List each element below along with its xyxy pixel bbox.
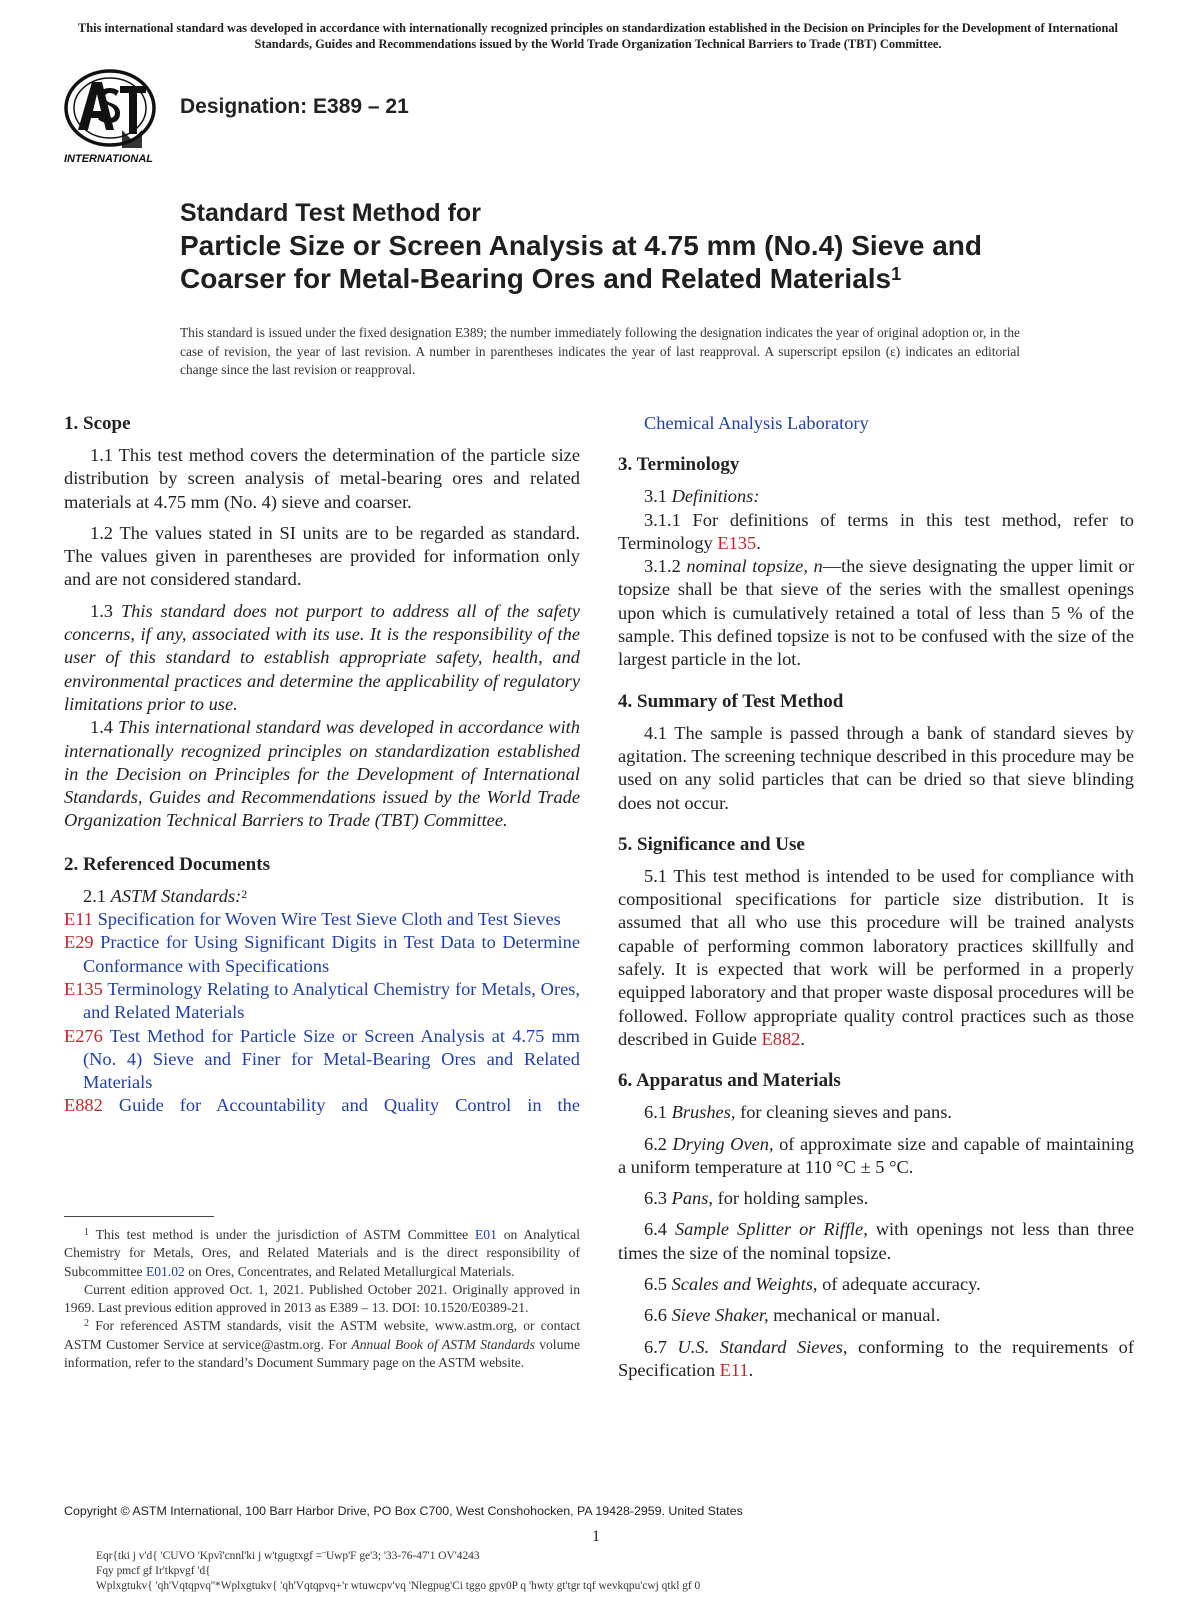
astm-logo bbox=[62, 68, 172, 166]
paragraph-3-1-1-text: 3.1.1 For definitions of terms in this test method, refer to Terminology bbox=[618, 509, 1134, 553]
reference-title[interactable]: Test Method for Particle Size or Screen Analysis at 4.75 mm (No. 4) Sieve and Finer for Metal-Bearing Ores and Related Materials bbox=[83, 1025, 580, 1093]
guide-link-e882[interactable]: E882 bbox=[761, 1028, 801, 1049]
section-heading-summary: 4. Summary of Test Method bbox=[618, 690, 844, 712]
reference-link-e135[interactable]: E135 bbox=[64, 978, 103, 999]
paragraph-2-1-number: 2.1 bbox=[83, 885, 106, 906]
paragraph-5-1: 5.1 This test method is intended to be used for compliance with compositional specifications for particle size distribution. It is assumed that all who use this procedure will be trained analysts capable of performing common laboratory practices skillfully and safely. It is expected that work will be performed in a properly equipped laboratory and that proper waste disposal procedures will be followed. Follow appropriate quality control practices such as those described in Guide E882. bbox=[618, 865, 1134, 1049]
paragraph-3-1-number: 3.1 bbox=[644, 486, 667, 507]
section-heading-terminology: 3. Terminology bbox=[618, 454, 740, 476]
watermark-line: Fqy pmcf gf Ir'tkpvgf 'd{ bbox=[96, 1565, 211, 1577]
footnote-2-mark: 2 bbox=[84, 1318, 89, 1330]
item-text: of approximate size and capable of maintaining a uniform temperature at 110 °C ± 5 °C. bbox=[618, 1133, 1134, 1177]
apparatus-item-6-4 bbox=[618, 1218, 1134, 1265]
section-heading-apparatus: 6. Apparatus and Materials bbox=[618, 1070, 841, 1092]
right-column bbox=[618, 412, 1134, 1382]
title-footnote-mark: 1 bbox=[891, 264, 902, 284]
section-heading-significance: 5. Significance and Use bbox=[618, 833, 805, 855]
paragraph-2-1 bbox=[64, 885, 580, 908]
apparatus-item-6-6 bbox=[618, 1304, 1134, 1327]
paragraph-1-1: 1.1 This test method covers the determination of the particle size distribution by screen analysis of metal-bearing ores and related materials at 4.75 mm (No. 4) sieve and coarser. bbox=[64, 445, 580, 512]
item-text: with openings not less than three times the size of the nominal topsize. bbox=[618, 1219, 1134, 1263]
item-term: Brushes, bbox=[671, 1102, 736, 1123]
terminology-link-e135[interactable]: E135 bbox=[717, 532, 757, 553]
item-term: Sample Splitter or Riffle, bbox=[674, 1219, 868, 1240]
paragraph-3-1-2-text: —the sieve designating the upper limit or topsize shall be that sieve of the series with the smallest openings upon which is cumulatively retained a total of less than 5 % of the sample. This defined topsize is not to be confused with the size of the largest particle in the lot. bbox=[618, 556, 1135, 670]
reference-item bbox=[64, 931, 580, 978]
footnote-2 bbox=[64, 1317, 580, 1372]
title-line-3: Coarser for Metal-Bearing Ores and Related Materials bbox=[180, 263, 892, 294]
watermark-line: Eqr{tki j v'd{ 'CUVO 'Kpvĩ'cnnl'ki j w'tgugtxgf =¨Uwp'F ge'3; '33-76-47'1 OV'4243 bbox=[96, 1550, 480, 1562]
left-column bbox=[64, 412, 580, 1118]
paragraph-2-1-text: ASTM Standards: bbox=[110, 885, 242, 906]
title-line-2: Particle Size or Screen Analysis at 4.75 mm (No.4) Sieve and bbox=[180, 230, 982, 261]
paragraph-1-2: 1.2 The values stated in SI units are to be regarded as standard. The values given in parentheses are provided for information only and are not considered standard. bbox=[64, 522, 580, 590]
item-number: 6.5 bbox=[644, 1274, 667, 1295]
footnote-2-text-b: volume information, refer to the standard’s Document Summary page on the ASTM website. bbox=[64, 1336, 580, 1371]
footnote-ref-2: 2 bbox=[241, 886, 248, 901]
item-term: U.S. Standard Sieves, bbox=[677, 1336, 848, 1357]
subcommittee-link-e01-02[interactable]: E01.02 bbox=[145, 1263, 185, 1279]
section-heading-scope: 1. Scope bbox=[64, 413, 131, 434]
apparatus-item-6-3 bbox=[618, 1187, 1134, 1210]
item-number: 6.4 bbox=[644, 1219, 667, 1240]
footnotes bbox=[64, 1226, 580, 1372]
item-number: 6.7 bbox=[644, 1336, 667, 1357]
item-number: 6.2 bbox=[644, 1133, 667, 1154]
footnote-1-mark: 1 bbox=[84, 1227, 89, 1238]
issuance-note: This standard is issued under the fixed designation E389; the number immediately following the designation indicates the year of original adoption or, in the case of revision, the year of last revision. A number in parentheses indicates the year of last reapproval. A superscript epsilon (ε) indicates an editorial change since the last revision or reapproval. bbox=[180, 325, 1020, 377]
paragraph-5-1-text: 5.1 This test method is intended to be used for compliance with compositional specifications for particle size distribution. It is assumed that all who use this procedure will be trained analysts capable of performing common laboratory practices skillfully and safely. It is expected that work will be performed in a properly equipped laboratory and that proper waste disposal procedures will be followed. Follow appropriate quality control practices such as those described in Guide bbox=[618, 865, 1134, 1049]
item-term: Sieve Shaker, bbox=[671, 1305, 769, 1326]
footnote-2-italic: Annual Book of ASTM Standards bbox=[351, 1336, 535, 1352]
copyright-line: Copyright © ASTM International, 100 Barr Harbor Drive, PO Box C700, West Conshohocken, PA 19428-2959. United States bbox=[64, 1504, 743, 1518]
item-text: of adequate accuracy. bbox=[822, 1274, 981, 1295]
reference-item bbox=[64, 1094, 580, 1117]
footnote-1-text-a: This test method is under the jurisdiction of ASTM Committee bbox=[95, 1227, 469, 1242]
item-number: 6.6 bbox=[644, 1305, 667, 1326]
item-term: Drying Oven, bbox=[672, 1133, 774, 1154]
item-term: Pans, bbox=[671, 1188, 713, 1209]
reference-item bbox=[64, 1025, 580, 1095]
apparatus-item-6-2 bbox=[618, 1133, 1134, 1180]
section-heading-referenced-documents: 2. Referenced Documents bbox=[64, 853, 270, 875]
apparatus-item-6-1 bbox=[618, 1101, 1134, 1124]
page-number: 1 bbox=[592, 1528, 600, 1545]
paragraph-1-3-text: This standard does not purport to address all of the safety concerns, if any, associated with its use. It is the responsibility of the user of this standard to establish appropriate safety, health, and environmental practices and determine the applicability of regulatory limitations prior to use. bbox=[64, 600, 580, 714]
item-number: 6.3 bbox=[644, 1188, 667, 1209]
footnote-divider bbox=[64, 1216, 214, 1217]
reference-link-e882[interactable]: E882 bbox=[64, 1095, 103, 1116]
defined-term: nominal topsize, n bbox=[686, 556, 823, 577]
specification-link-e11[interactable]: E11 bbox=[719, 1359, 749, 1380]
reference-link-e11[interactable]: E11 bbox=[64, 909, 93, 930]
watermark-line: Wplxgtukv{ 'qh'Vqtqpvq''*Wplxgtukv{ 'qh'Vqtqpvq+'r wtuwcpv'vq 'Nlegpug'Ci tggo gpv0P q 'hwty gt'tgr tqf wevkqpu'cwj qtkl gf 0 bbox=[96, 1580, 701, 1592]
footnote-1 bbox=[64, 1226, 580, 1281]
paragraph-1-4 bbox=[64, 716, 580, 832]
paragraph-3-1 bbox=[618, 485, 1134, 508]
reference-title[interactable]: Practice for Using Significant Digits in Test Data to Determine Conformance with Specifications bbox=[83, 932, 580, 976]
header-notice: This international standard was developed in accordance with internationally recognized principles on standardization established in the Decision on Principles for the Development of International Standards, Guides and Recommendations issued by the World Trade Organization Technical Barriers to Trade (TBT) Committee. bbox=[77, 21, 1119, 51]
paragraph-3-1-2 bbox=[618, 555, 1134, 671]
item-text: for cleaning sieves and pans. bbox=[740, 1102, 953, 1123]
footnote-1-text-c: on Ores, Concentrates, and Related Metallurgical Materials. bbox=[188, 1263, 515, 1279]
footnote-2-text-a: For referenced ASTM standards, visit the ASTM website, www.astm.org, or contact ASTM Customer Service at service@astm.org. For bbox=[64, 1318, 580, 1352]
reference-title[interactable]: Terminology Relating to Analytical Chemistry for Metals, Ores, and Related Materials bbox=[83, 978, 580, 1023]
apparatus-item-6-5 bbox=[618, 1273, 1134, 1296]
license-watermark bbox=[96, 1549, 700, 1594]
footnote-1-text-b: on Analytical Chemistry for Metals, Ores, and Related Materials and is the direct responsibility of Subcommittee bbox=[64, 1227, 580, 1279]
reference-item bbox=[64, 978, 580, 1025]
paragraph-1-4-text: This international standard was developed in accordance with internationally recognized principles on standardization established in the Decision on Principles for the Development of International Standards, Guides and Recommendations issued by the World Trade Organization Technical Barriers to Trade (TBT) Committee. bbox=[64, 717, 580, 831]
paragraph-1-3-number: 1.3 bbox=[90, 600, 113, 621]
apparatus-item-6-7: 6.7 U.S. Standard Sieves, conforming to the requirements of Specification E11. bbox=[618, 1336, 1134, 1380]
committee-link-e01[interactable]: E01 bbox=[474, 1227, 497, 1242]
logo-text: INTERNATIONAL bbox=[64, 153, 154, 165]
paragraph-1-3 bbox=[64, 600, 580, 716]
paragraph-3-1-text: Definitions: bbox=[671, 486, 760, 507]
document-title bbox=[180, 198, 982, 295]
reference-link-e276[interactable]: E276 bbox=[64, 1025, 103, 1046]
item-text: mechanical or manual. bbox=[773, 1305, 941, 1326]
reference-item bbox=[64, 908, 580, 931]
reference-link-e29[interactable]: E29 bbox=[64, 932, 94, 953]
paragraph-3-1-2-number: 3.1.2 bbox=[644, 556, 681, 577]
reference-title[interactable]: Specification for Woven Wire Test Sieve Cloth and Test Sieves bbox=[97, 909, 561, 930]
reference-title[interactable]: Guide for Accountability and Quality Control in the bbox=[118, 1095, 580, 1116]
item-text: for holding samples. bbox=[717, 1188, 869, 1209]
designation: Designation: E389 – 21 bbox=[180, 95, 409, 118]
item-term: Scales and Weights, bbox=[671, 1274, 818, 1295]
item-text: conforming to the requirements of Specification bbox=[618, 1336, 1134, 1380]
paragraph-4-1: 4.1 The sample is passed through a bank of standard sieves by agitation. The screening technique described in this procedure may be used on any solid particles that can be dried so that sieve blinding does not occur. bbox=[618, 722, 1134, 813]
title-line-1: Standard Test Method for bbox=[180, 199, 481, 227]
paragraph-3-1-1: 3.1.1 For definitions of terms in this test method, refer to Terminology E135. bbox=[618, 509, 1134, 553]
paragraph-1-4-number: 1.4 bbox=[90, 717, 113, 738]
reference-continuation[interactable]: Chemical Analysis Laboratory bbox=[644, 413, 869, 433]
item-number: 6.1 bbox=[644, 1102, 667, 1123]
edition-note: Current edition approved Oct. 1, 2021. Published October 2021. Originally approved in 1969. Last previous edition approved in 2013 as E389 – 13. DOI: 10.1520/E0389-21. bbox=[64, 1281, 580, 1316]
